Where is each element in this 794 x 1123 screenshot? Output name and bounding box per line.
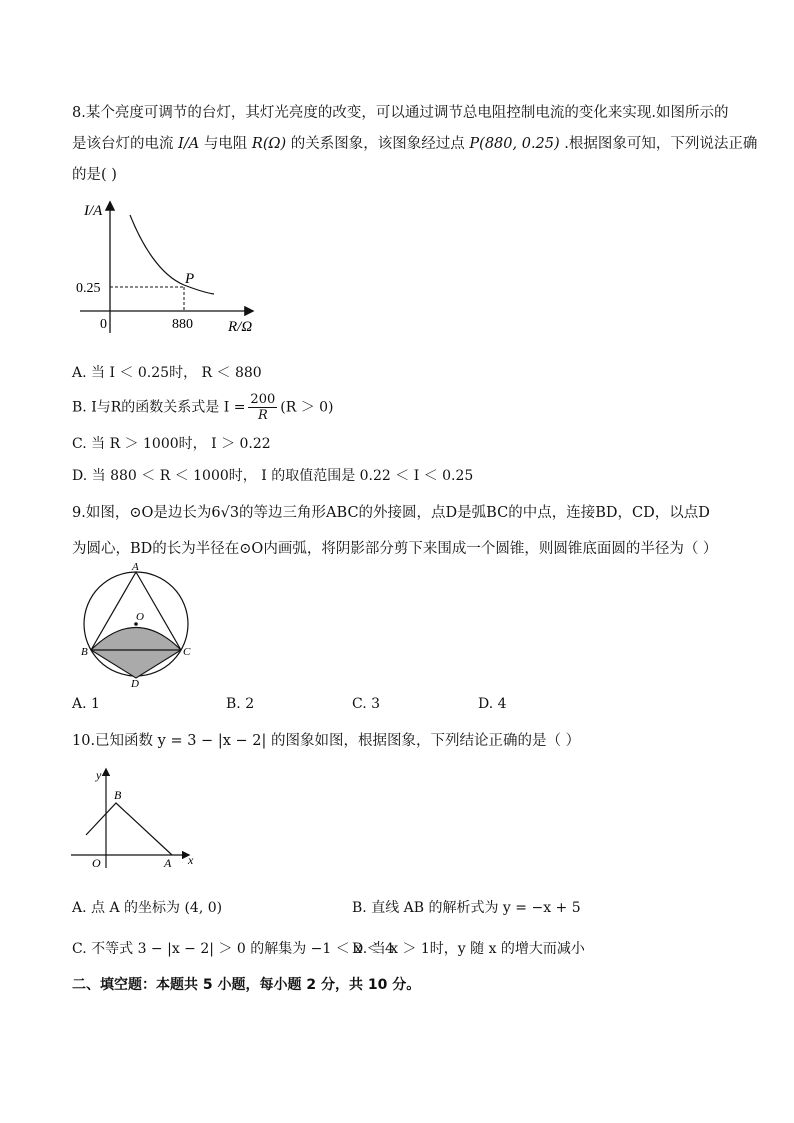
- q8-option-b: [72, 392, 334, 423]
- q9-label-d: D: [131, 678, 139, 690]
- q8-text-g: .根据图象可知，下列说法正确: [564, 136, 758, 152]
- q8-point-label: P: [185, 271, 195, 287]
- q9-line1: 9.如图，⊙O是边长为6√3的等边三角形ABC的外接圆，点D是弧BC的中点，连接BD，CD，以点D: [72, 505, 710, 521]
- q8-text-a: 是该台灯的电流: [72, 136, 174, 152]
- q8-curve: [130, 215, 214, 294]
- q8-resistance-unit: R(Ω): [251, 136, 287, 152]
- q10-y-label: y: [96, 768, 102, 782]
- q9-option-d: D. 4: [478, 696, 507, 712]
- q8-frac-num: 200: [250, 392, 276, 407]
- q8-x-label: R/Ω: [228, 319, 253, 335]
- q8-option-b-fraction: [248, 392, 277, 423]
- q9-line2: 为圆心，BD的长为半径在⊙O内画弧，将阴影部分剪下来围成一个圆锥，则圆锥底面圆的半径为（ ）: [72, 541, 718, 557]
- q8-option-d: D. 当 880 ＜ R ＜ 1000时， I 的取值范围是 0.22 ＜ I ＜ 0.25: [72, 468, 474, 484]
- q10-option-a: A. 点 A 的坐标为 (4, 0): [72, 900, 223, 916]
- q9-label-o: O: [136, 611, 144, 623]
- q9-option-a: A. 1: [72, 696, 100, 712]
- q8-option-b-domain: (R ＞ 0): [280, 399, 334, 416]
- section2-heading: 二、填空题：本题共 5 小题，每小题 2 分，共 10 分。: [72, 977, 421, 993]
- q8-frac-den: R: [257, 408, 268, 423]
- q9-option-c: C. 3: [352, 696, 381, 712]
- q10-line1: 10.已知函数 y = 3 − |x − 2| 的图象如图，根据图象，下列结论正确的是（ ）: [72, 733, 581, 749]
- q8-x-tick: 880: [172, 317, 193, 332]
- q8-text-c: 与电阻: [203, 136, 248, 152]
- q8-y-tick: 0.25: [76, 281, 101, 296]
- q8-line1: 8.某个亮度可调节的台灯，其灯光亮度的改变，可以通过调节总电阻控制电流的变化来实现.如图所示的: [72, 105, 729, 121]
- q9-label-c: C: [183, 646, 191, 658]
- q8-option-c: C. 当 R ＞ 1000时， I ＞ 0.22: [72, 436, 271, 452]
- q10-x-label: x: [188, 853, 194, 867]
- q10-graph: [68, 765, 203, 870]
- q9-figure: [76, 560, 206, 690]
- q8-option-b-text: B. I与R的函数关系式是 I =: [72, 399, 246, 416]
- q8-point: P(880, 0.25): [469, 136, 560, 152]
- q10-a-label: A: [164, 856, 172, 870]
- q8-line3: 的是( ): [72, 167, 117, 183]
- q10-option-b: B. 直线 AB 的解析式为 y = −x + 5: [352, 900, 581, 916]
- q10-o-label: O: [92, 856, 101, 870]
- q8-line2: [72, 134, 757, 154]
- q9-label-b: B: [81, 646, 88, 658]
- q10-b-label: B: [114, 788, 122, 802]
- q9-shaded-region: [91, 628, 181, 679]
- q8-graph: [72, 195, 272, 340]
- q8-current-unit: I/A: [178, 136, 200, 152]
- q8-y-label: I/A: [84, 203, 103, 219]
- q10-option-d: D. 当 x ＞ 1时，y 随 x 的增大而减小: [352, 941, 585, 957]
- q10-graph-line: [86, 803, 172, 855]
- q8-origin-label: 0: [100, 317, 107, 332]
- q9-option-b: B. 2: [226, 696, 255, 712]
- q8-text-e: 的关系图象，该图象经过点: [290, 136, 465, 152]
- q8-option-a: A. 当 I ＜ 0.25时， R ＜ 880: [72, 365, 262, 381]
- q10-option-c: C. 不等式 3 − |x − 2| ＞ 0 的解集为 −1 ＜ x ＜ 4: [72, 941, 394, 957]
- q9-label-a: A: [132, 561, 139, 573]
